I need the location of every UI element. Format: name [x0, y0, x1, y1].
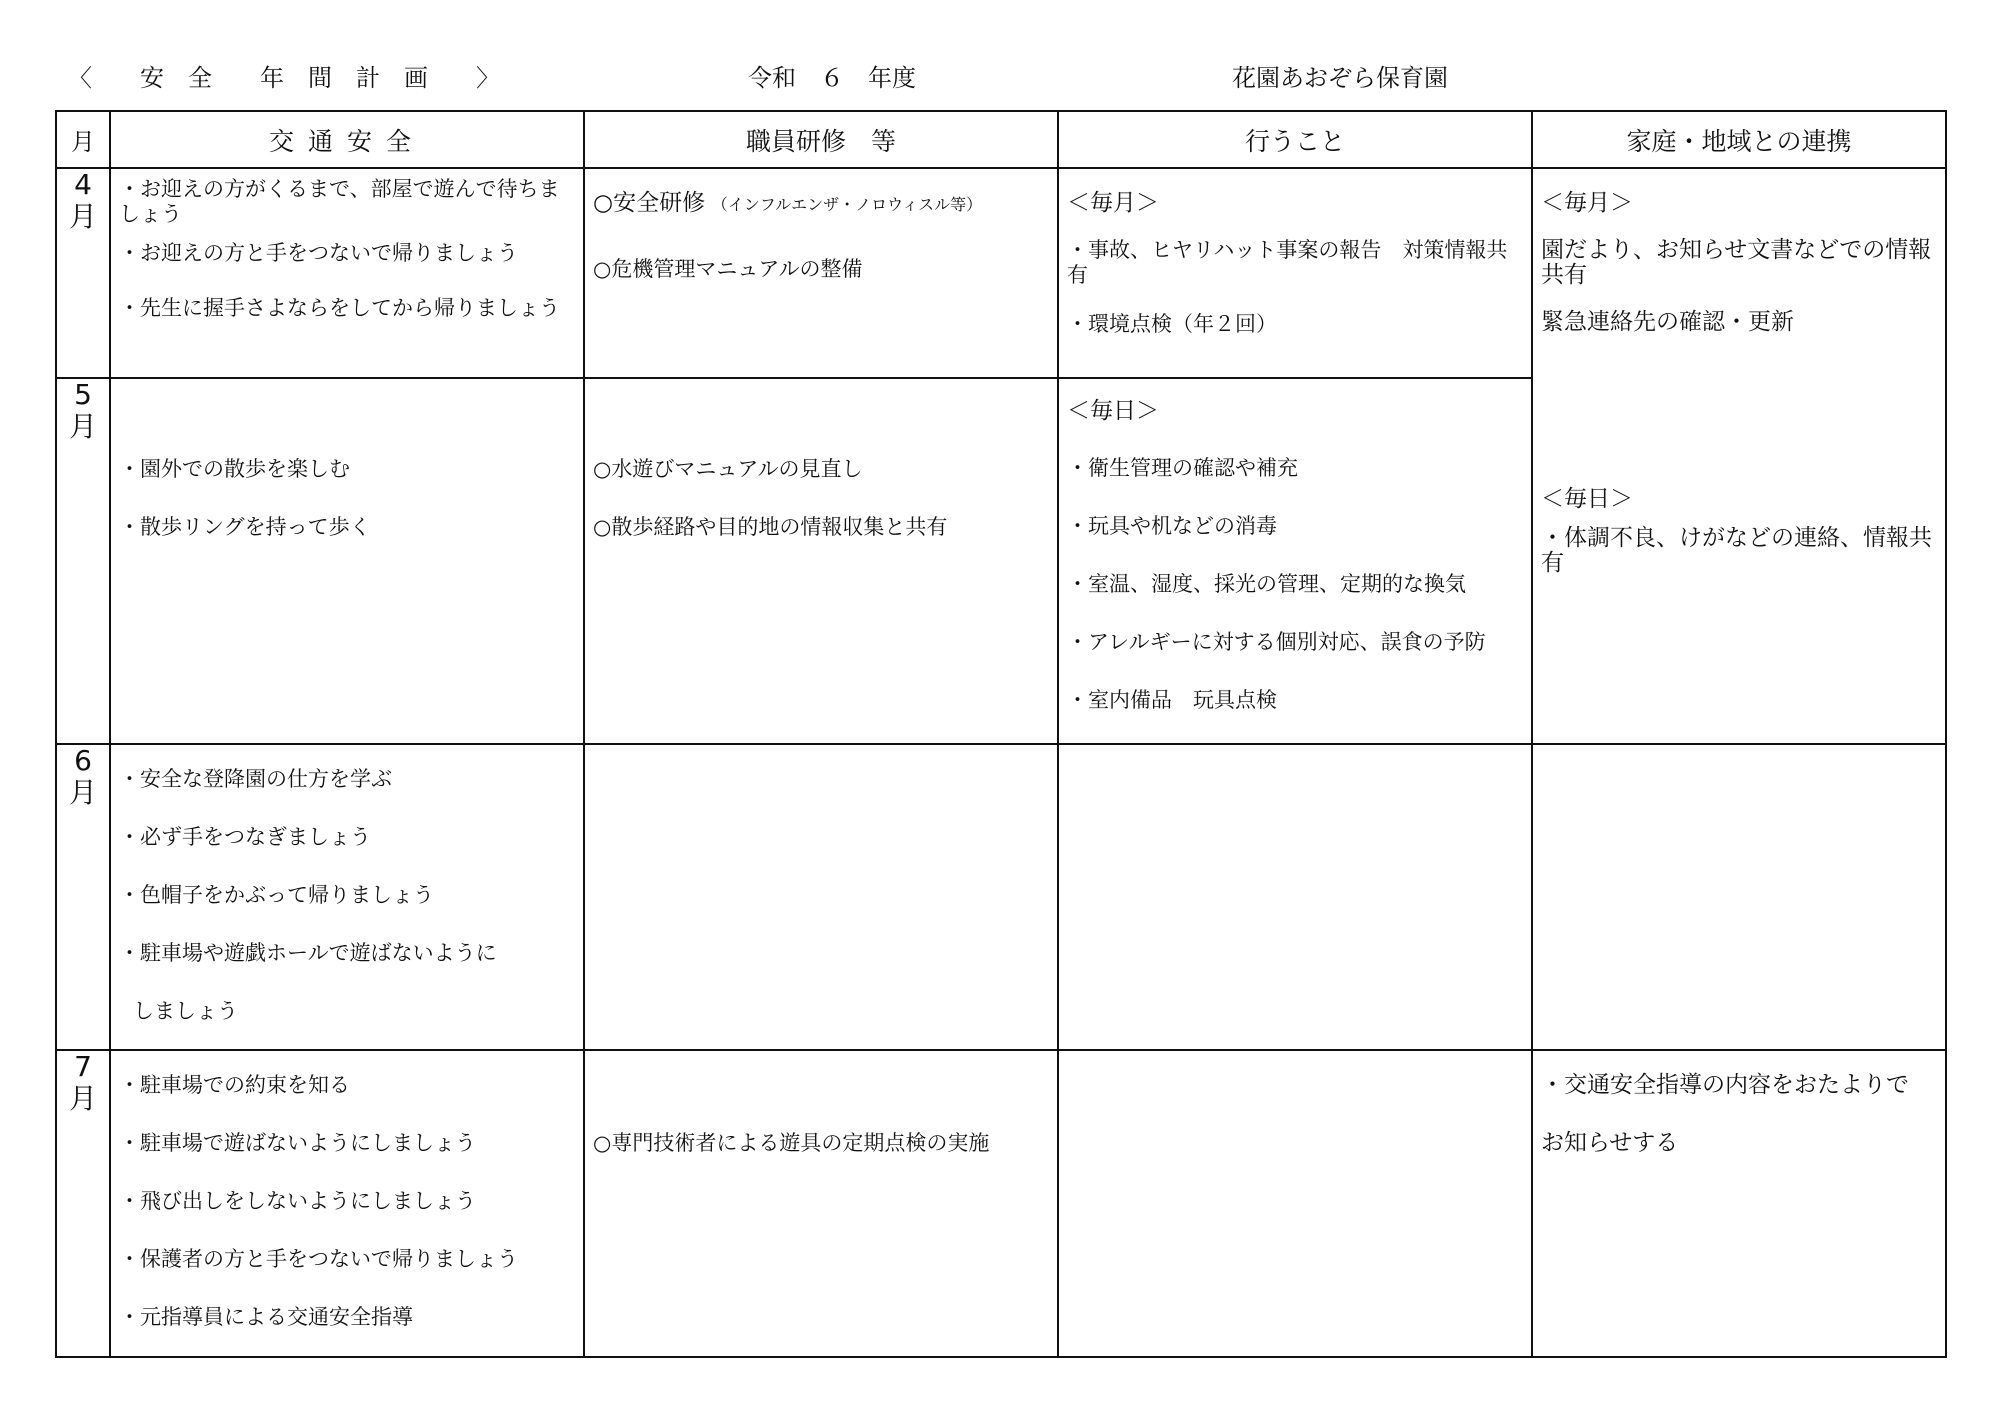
list-item: ・元指導員による交通安全指導: [119, 1304, 413, 1329]
list-item: [593, 191, 1049, 217]
month-number: 4: [74, 168, 92, 201]
month-unit: 月: [68, 1081, 97, 1115]
list-item: ・駐車場や遊戯ホールで遊ばないように: [119, 941, 497, 966]
actions-cell-monthly: [1058, 168, 1532, 378]
list-item: ・駐車場で遊ばないようにしましょう: [119, 1130, 476, 1155]
list-item: ○危機管理マニュアルの整備: [593, 257, 863, 281]
fiscal-year: 令和 ６ 年度: [748, 64, 916, 92]
list-item: ・事故、ヒヤリハット事案の報告 対策情報共有: [1067, 238, 1508, 287]
list-item: ○水遊びマニュアルの見直し: [593, 456, 863, 481]
list-item: ・園外での散歩を楽しむ: [119, 456, 350, 481]
month-number: 6: [74, 744, 92, 778]
month-unit: 月: [68, 776, 97, 810]
list-item: ・先生に握手さよならをしてから帰りましょう: [119, 296, 560, 320]
month-cell-may: [56, 378, 110, 744]
family-cell-monthly-daily: [1532, 168, 1946, 744]
family-cell-july: [1532, 1050, 1946, 1357]
table-row: [56, 744, 1946, 1049]
list-item: しましょう: [133, 999, 238, 1024]
training-cell-june: [584, 744, 1058, 1049]
document-title: 〈 安 全 年 間 計 画 〉: [68, 64, 500, 92]
column-header-actions: 行うこと: [1058, 111, 1532, 168]
list-item: ・体調不良、けがなどの連絡、情報共有: [1541, 525, 1932, 576]
month-cell-april: [56, 168, 110, 378]
header-row: [56, 111, 1946, 168]
list-item: ○専門技術者による遊具の定期点検の実施: [593, 1130, 990, 1155]
list-item: ・交通安全指導の内容をおたよりで: [1541, 1071, 1909, 1098]
month-unit: 月: [68, 409, 97, 443]
month-number: 5: [74, 377, 92, 411]
training-cell-july: [584, 1050, 1058, 1357]
table-row: [56, 168, 1946, 378]
traffic-cell-june: [110, 744, 584, 1049]
traffic-cell-april: [110, 168, 584, 378]
column-header-staff-training: 職員研修 等: [584, 111, 1058, 168]
list-item: ・環境点検（年２回）: [1067, 312, 1277, 336]
actions-monthly-heading: ＜毎月＞: [1067, 190, 1159, 216]
list-item: ・お迎えの方と手をつないで帰りましょう: [119, 241, 518, 265]
traffic-cell-may: [110, 378, 584, 744]
list-item: ・衛生管理の確認や補充: [1067, 455, 1298, 480]
training-item-main: ○安全研修: [593, 190, 706, 216]
list-item: ・保護者の方と手をつないで帰りましょう: [119, 1246, 518, 1271]
actions-cell-daily: [1058, 378, 1532, 744]
month-unit: 月: [68, 200, 97, 233]
column-header-traffic-safety: 交通安全: [110, 111, 584, 168]
list-item: ・飛び出しをしないようにしましょう: [119, 1188, 476, 1213]
month-cell-june: [56, 744, 110, 1049]
list-item: ・アレルギーに対する個別対応、誤食の予防: [1067, 629, 1486, 654]
list-item: ・お迎えの方がくるまで、部屋で遊んで待ちましょう: [119, 177, 560, 226]
traffic-cell-july: [110, 1050, 584, 1357]
list-item: ・室温、湿度、採光の管理、定期的な換気: [1067, 571, 1466, 596]
family-cell-june: [1532, 744, 1946, 1049]
month-number: 7: [74, 1049, 92, 1083]
actions-daily-heading: ＜毎日＞: [1067, 397, 1159, 424]
column-header-month: 月: [56, 111, 110, 168]
list-item: 緊急連絡先の確認・更新: [1541, 309, 1794, 335]
list-item: ・玩具や机などの消毒: [1067, 513, 1277, 538]
organization-name: 花園あおぞら保育園: [1232, 64, 1448, 92]
family-monthly-heading: ＜毎月＞: [1541, 190, 1633, 216]
training-item-note: （インフルエンザ・ノロウィスル等）: [711, 195, 983, 214]
list-item: ・散歩リングを持って歩く: [119, 514, 371, 539]
actions-cell-july: [1058, 1050, 1532, 1357]
month-cell-july: [56, 1050, 110, 1357]
column-header-family-community: 家庭・地域との連携: [1532, 111, 1946, 168]
list-item: ・必ず手をつなぎましょう: [119, 825, 371, 850]
list-item: ・安全な登降園の仕方を学ぶ: [119, 767, 392, 792]
list-item: 園だより、お知らせ文書などでの情報共有: [1541, 237, 1932, 288]
table-row: [56, 1050, 1946, 1357]
actions-cell-june: [1058, 744, 1532, 1049]
list-item: ・駐車場での約束を知る: [119, 1072, 350, 1097]
list-item: ・室内備品 玩具点検: [1067, 687, 1277, 712]
training-cell-april: [584, 168, 1058, 378]
list-item: ・色帽子をかぶって帰りましょう: [119, 883, 434, 908]
list-item: お知らせする: [1541, 1129, 1679, 1156]
training-cell-may: [584, 378, 1058, 744]
family-daily-heading: ＜毎日＞: [1541, 486, 1633, 512]
list-item: ○散歩経路や目的地の情報収集と共有: [593, 514, 948, 539]
annual-safety-plan-table: [55, 110, 1947, 1358]
